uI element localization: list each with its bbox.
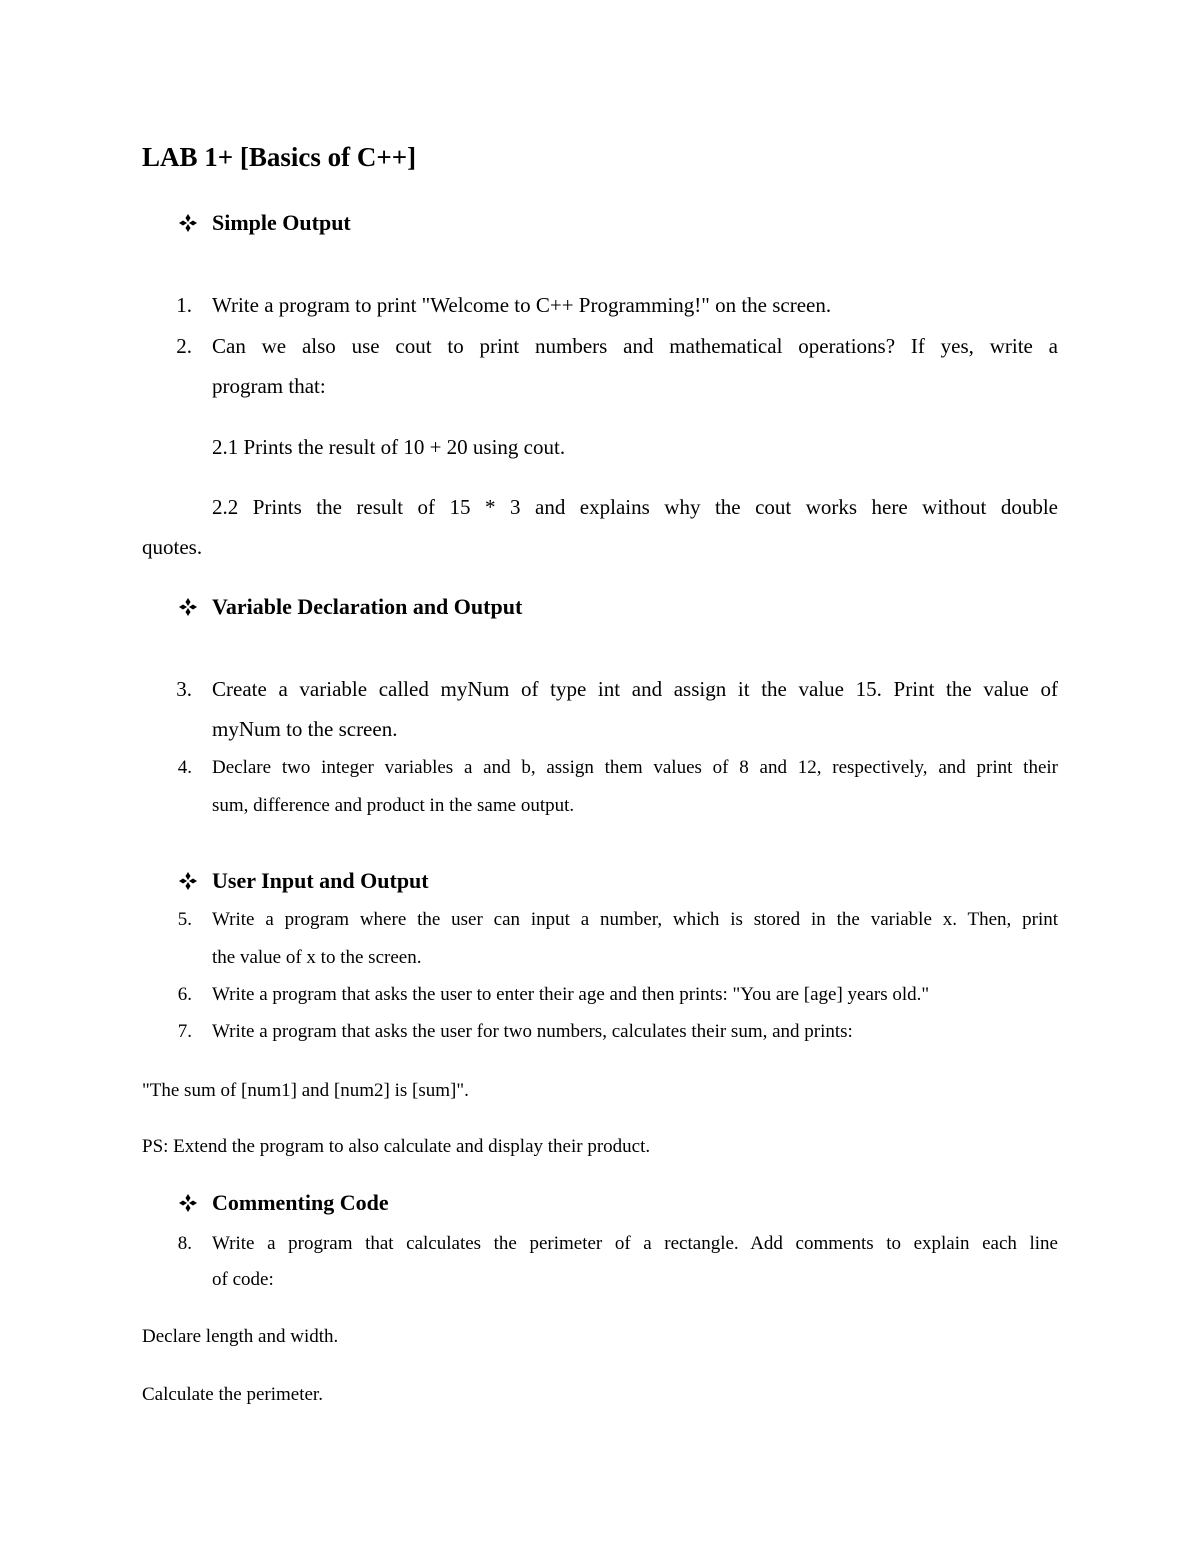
item-number: 1. <box>176 293 192 317</box>
item-7-quoted-output: "The sum of [num1] and [num2] is [sum]". <box>142 1080 469 1101</box>
four-diamond-bullet-icon <box>178 1193 198 1213</box>
four-diamond-bullet-icon <box>178 213 198 233</box>
item-number: 6. <box>177 984 192 1005</box>
item-3-text-line-1: Create a variable called myNum of type int and assign it the value 15. Print the value of <box>212 677 1058 701</box>
item-7-text: Write a program that asks the user for two numbers, calculates their sum, and prints: <box>212 1021 853 1042</box>
item-8-text-line-2: of code: <box>212 1269 274 1290</box>
subitem-2-2-text-line-2: quotes. <box>142 535 203 559</box>
section-heading-variable-declaration: Variable Declaration and Output <box>212 594 523 619</box>
item-4-text-line-2: sum, difference and product in the same output. <box>212 795 575 816</box>
comment-step-2: Calculate the perimeter. <box>142 1384 323 1405</box>
item-3-text-line-2: myNum to the screen. <box>212 717 398 741</box>
item-8-text-line-1: Write a program that calculates the perimeter of a rectangle. Add comments to explain each line <box>212 1233 1058 1254</box>
section-heading-commenting-code: Commenting Code <box>212 1190 389 1215</box>
item-number: 3. <box>176 677 192 701</box>
item-number: 4. <box>177 757 192 778</box>
item-1-text: Write a program to print "Welcome to C++ Programming!" on the screen. <box>212 293 832 317</box>
item-5-text-line-2: the value of x to the screen. <box>212 947 422 968</box>
section-heading-simple-output: Simple Output <box>212 210 351 235</box>
item-6-text: Write a program that asks the user to enter their age and then prints: "You are [age] years old." <box>212 984 930 1005</box>
item-5-text-line-1: Write a program where the user can input a number, which is stored in the variable x. Then, print <box>212 909 1058 930</box>
item-2-text-line-1: Can we also use cout to print numbers and mathematical operations? If yes, write a <box>212 334 1058 358</box>
item-number: 2. <box>176 334 192 358</box>
ps-note: PS: Extend the program to also calculate and display their product. <box>142 1136 651 1157</box>
item-number: 5. <box>177 909 192 930</box>
item-number: 7. <box>177 1021 192 1042</box>
four-diamond-bullet-icon <box>178 597 198 617</box>
item-2-text-line-2: program that: <box>212 374 326 398</box>
subitem-2-2-text-line-1: 2.2 Prints the result of 15 * 3 and explains why the cout works here without double <box>212 495 1058 519</box>
comment-step-1: Declare length and width. <box>142 1326 339 1347</box>
item-4-text-line-1: Declare two integer variables a and b, assign them values of 8 and 12, respectively, and print their <box>212 757 1058 778</box>
subitem-2-1-text: 2.1 Prints the result of 10 + 20 using cout. <box>212 435 566 459</box>
four-diamond-bullet-icon <box>178 871 198 891</box>
section-heading-user-input: User Input and Output <box>212 868 429 893</box>
item-number: 8. <box>177 1233 192 1254</box>
page-title: LAB 1+ [Basics of C++] <box>142 142 417 172</box>
